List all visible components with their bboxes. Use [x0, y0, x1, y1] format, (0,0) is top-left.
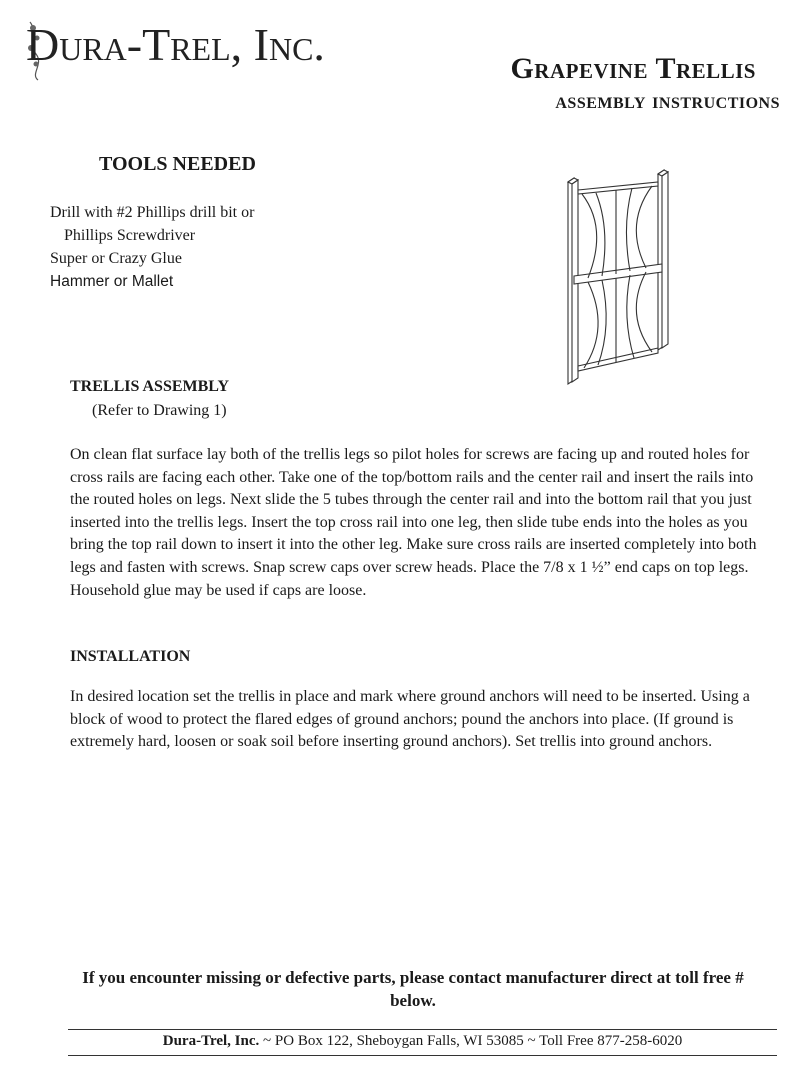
tools-list	[50, 201, 254, 293]
document-title: Grapevine Trellis	[510, 52, 756, 85]
installation-heading: INSTALLATION	[70, 648, 191, 665]
footer-company: Dura-Trel, Inc.	[162, 1033, 260, 1049]
footer-contact: ~ PO Box 122, Sheboygan Falls, WI 53085 ~ Toll Free 877-258-6020	[259, 1033, 683, 1049]
assembly-instructions: On clean flat surface lay both of the trellis legs so pilot holes for screws are facing up and routed holes for cross rails are facing each other. Take one of the top/bottom rails and the center rail and insert the rails into the routed holes on legs. Next slide the 5 tubes through the center rail and into the bottom rail that you just inserted into the trellis legs. Insert the top cross rail into one leg, then slide tube ends into the holes as you bring the top rail down to insert it into the other leg. Make sure cross rails are inserted completely into both legs and fasten with screws. Snap screw caps over screw heads. Place the 7/8 x 1 ½” end caps on top legs. Household glue may be used if caps are loose.	[70, 446, 757, 599]
tool-item: Hammer or Mallet	[50, 273, 174, 290]
tool-item: Phillips Screwdriver	[64, 227, 196, 244]
drawing-reference: (Refer to Drawing 1)	[92, 402, 227, 419]
trellis-drawing	[560, 168, 672, 388]
assembly-heading: TRELLIS ASSEMBLY	[70, 378, 230, 395]
missing-parts-note: If you encounter missing or defective parts, please contact manufacturer direct at toll free # below.	[82, 968, 744, 1010]
tools-heading: TOOLS NEEDED	[99, 153, 256, 175]
tool-item: Drill with #2 Phillips drill bit or	[50, 204, 255, 221]
footer-address	[68, 1033, 777, 1050]
logo-text: Dura-Trel, Inc.	[26, 19, 325, 70]
footer-divider-top	[68, 1029, 777, 1030]
tool-item: Super or Crazy Glue	[50, 250, 182, 267]
installation-instructions: In desired location set the trellis in place and mark where ground anchors will need to be inserted. Using a block of wood to protect the flared edges of ground anchors; pound the anchors into place. (If ground is extremely hard, loosen or soak soil before inserting ground anchors). Set trellis into ground anchors.	[70, 688, 750, 751]
footer-divider-bottom	[68, 1055, 777, 1056]
document-subtitle: assembly instructions	[555, 88, 780, 113]
company-logo	[26, 18, 356, 88]
